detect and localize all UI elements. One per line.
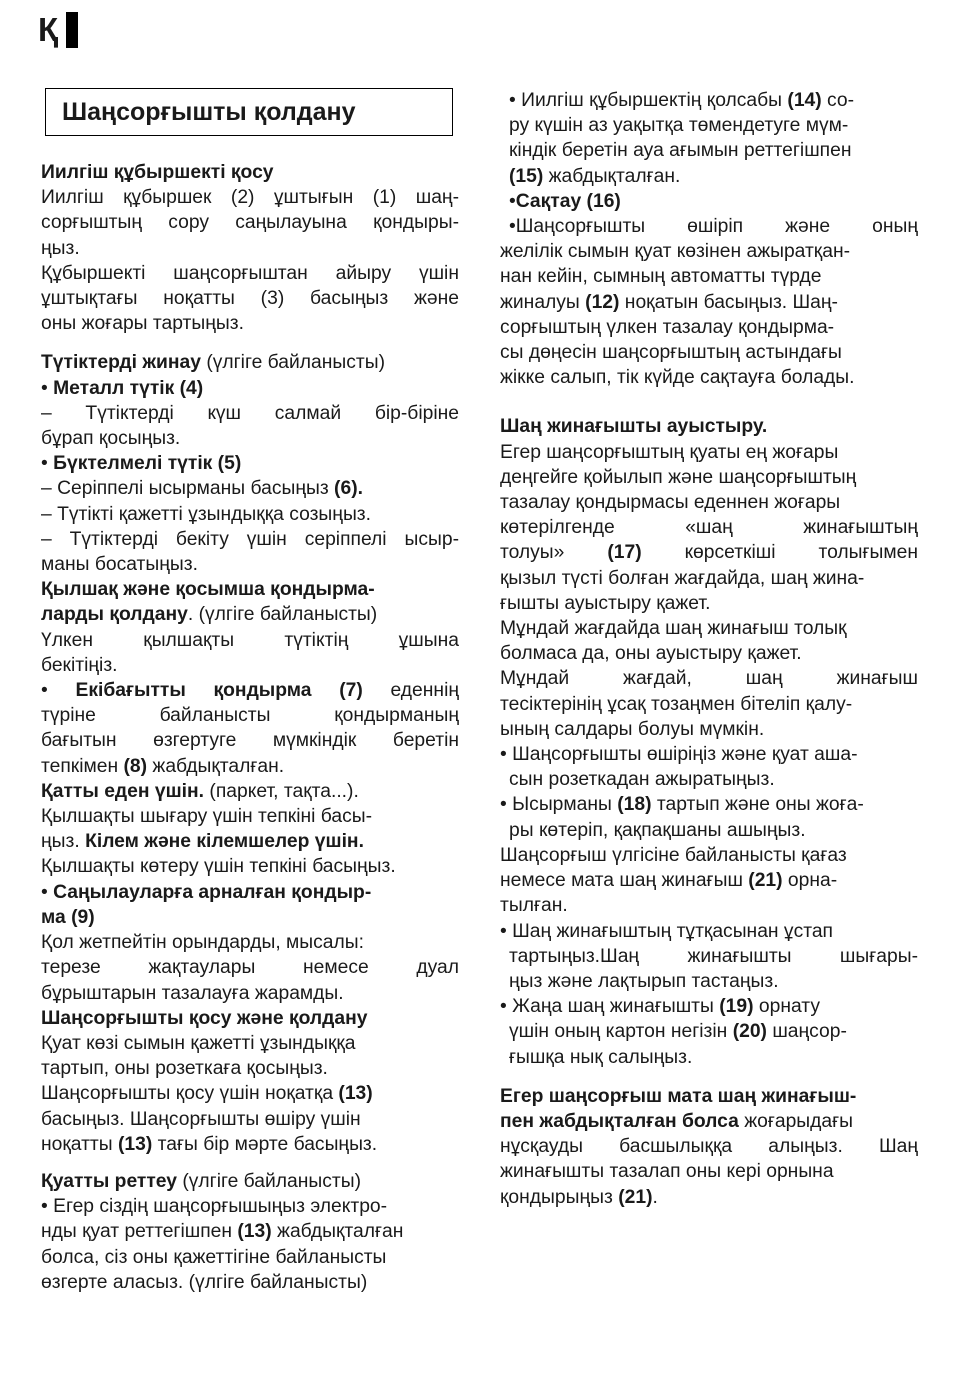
bold-run: (17) xyxy=(607,542,642,564)
bold-run: Шаң жинағышты ауыстыру. xyxy=(500,416,768,438)
right-column xyxy=(500,88,918,1210)
text-run: Қылшақты көтеру үшін тепкіні басыңыз. xyxy=(41,856,396,878)
text-run: сын розеткадан ажыратыңыз. xyxy=(509,769,775,791)
text-run: со- xyxy=(821,90,855,111)
bold-run: (14) xyxy=(787,90,822,111)
text-run: (паркет, тақта...). xyxy=(204,780,359,802)
text-line xyxy=(500,540,918,565)
bold-run: (21) xyxy=(748,870,783,892)
text-run: бұрыштарын тазалауға жарамды. xyxy=(41,982,344,1004)
text-run: маны босатыңыз. xyxy=(41,554,198,576)
bold-run: ма (9) xyxy=(41,906,95,928)
text-line xyxy=(41,476,459,501)
text-line xyxy=(41,1169,459,1194)
text-line xyxy=(500,515,918,540)
text-line xyxy=(500,818,918,843)
text-line xyxy=(41,210,459,235)
text-run: желілік сымын қуат көзінен ажыратқан- xyxy=(500,241,851,263)
text-line xyxy=(500,1159,918,1184)
text-run: Мұндай жағдайда шаң жинағыш толық xyxy=(500,618,847,640)
text-run: тесіктерінің ұсақ тозаңмен бітеліп қалу- xyxy=(500,693,853,715)
text-line xyxy=(500,189,918,214)
text-line xyxy=(500,264,918,289)
text-run: •Шаңсорғышты өшіріп және оның xyxy=(509,216,918,238)
text-run: үшін оның картон негізін xyxy=(509,1021,733,1043)
text-run: ңыз. xyxy=(41,237,80,259)
text-line xyxy=(500,290,918,315)
text-line xyxy=(500,440,918,465)
text-run: Қылшақты шығару үшін тепкіні басы- xyxy=(41,806,373,828)
bold-run: Сақтау (16) xyxy=(515,190,621,212)
text-run: жиналуы xyxy=(500,291,586,313)
text-line xyxy=(41,1194,459,1219)
text-line xyxy=(41,930,459,955)
bold-run: (12) xyxy=(585,291,620,313)
text-line xyxy=(41,527,459,552)
bold-run: (6). xyxy=(334,478,363,500)
text-line xyxy=(500,490,918,515)
text-run: сорғыштың сору саңылауына қондыры- xyxy=(41,212,459,234)
bold-run: (8) xyxy=(123,755,148,777)
text-run: ңыз. xyxy=(41,831,86,853)
text-run: оны жоғары тартыңыз. xyxy=(41,313,244,335)
text-run: бұрап қосыңыз. xyxy=(41,428,181,450)
bold-run: Екібағытты қондырма (7) xyxy=(75,680,363,702)
text-line xyxy=(500,138,918,163)
text-line xyxy=(41,804,459,829)
text-run: Қол жетпейтін орындарды, мысалы: xyxy=(41,932,364,954)
text-line xyxy=(41,185,459,210)
text-run: жабдықталған. xyxy=(543,165,681,187)
text-run: көтерілгенде «шаң жинағыштың xyxy=(500,517,918,539)
text-run: жинағышты тазалап оны кері орнына xyxy=(500,1161,834,1183)
spacer xyxy=(41,1157,459,1169)
bold-run: Түтіктерді жинау xyxy=(41,352,201,374)
text-line xyxy=(41,1107,459,1132)
text-line xyxy=(500,717,918,742)
bold-run: (21) xyxy=(618,1186,653,1208)
text-run: сорғыштың үлкен тазалау қондырма- xyxy=(500,316,835,338)
bold-run: (13) xyxy=(117,1133,153,1155)
text-line xyxy=(500,969,918,994)
text-run: . xyxy=(652,1186,658,1208)
text-line xyxy=(500,1185,918,1210)
text-line xyxy=(500,1084,918,1109)
text-line xyxy=(500,868,918,893)
text-run: ғышқа нық салыңыз. xyxy=(509,1046,693,1068)
text-run: • xyxy=(41,377,54,399)
text-line xyxy=(500,1109,918,1134)
text-line xyxy=(41,905,459,930)
text-run: жікке салып, тік күйде сақтауға болады. xyxy=(500,367,855,389)
text-line xyxy=(41,678,459,703)
text-run: еденнің xyxy=(362,680,459,702)
text-run: • xyxy=(509,190,516,212)
text-run: нды қуат реттегішпен xyxy=(41,1221,238,1243)
text-line xyxy=(41,502,459,527)
text-run: • xyxy=(41,680,76,702)
text-line xyxy=(500,767,918,792)
text-line xyxy=(41,426,459,451)
text-line xyxy=(41,602,459,627)
text-line xyxy=(41,728,459,753)
left-column xyxy=(41,88,459,1295)
text-line xyxy=(500,465,918,490)
text-run: болмаса да, оны ауыстыру қажет. xyxy=(500,643,802,665)
text-run: тартып және оны жоға- xyxy=(651,794,864,816)
bold-run: (20) xyxy=(732,1021,767,1043)
bold-run: Шаңсорғышты қосу және қолдану xyxy=(41,1007,368,1029)
section-title: Шаңсорғышты қолдану xyxy=(62,97,356,126)
text-run: Егер шаңсорғыштың қуаты ең жоғары xyxy=(500,441,839,463)
bold-run: Бүктелмелі түтік (5) xyxy=(53,453,242,475)
text-run: – Түтіктерді бекіту үшін серіппелі ысыр- xyxy=(41,528,459,550)
text-line xyxy=(500,113,918,138)
bold-run: (13) xyxy=(338,1083,373,1105)
text-run: тартып, оны розеткаға қосыңыз. xyxy=(41,1058,328,1080)
text-line xyxy=(41,1006,459,1031)
text-run: түріне байланысты қондырманың xyxy=(41,705,459,727)
section-title-box xyxy=(45,88,453,136)
text-run: шаңсор- xyxy=(766,1021,847,1043)
text-line xyxy=(41,955,459,980)
text-line xyxy=(41,880,459,905)
text-line xyxy=(41,261,459,286)
text-line xyxy=(41,451,459,476)
text-line xyxy=(500,1045,918,1070)
text-run: жоғарыдағы xyxy=(738,1110,854,1132)
text-run: ңыз және лақтырып тастаңыз. xyxy=(509,970,779,992)
text-line xyxy=(41,236,459,261)
bold-run: ларды қолдану xyxy=(41,604,188,626)
text-run: • Егер сіздің шаңсорғышыңыз электро- xyxy=(41,1196,388,1218)
text-run: немесе мата шаң жинағыш xyxy=(500,870,749,892)
text-run: • xyxy=(41,881,54,903)
text-line xyxy=(500,994,918,1019)
right-text xyxy=(500,88,918,1210)
text-run: – Түтіктерді күш салмай бір-біріне xyxy=(41,402,459,424)
text-run: Шаңсорғышты қосу үшін ноқатқа xyxy=(41,1083,339,1105)
text-run: көрсеткіші толығымен xyxy=(641,542,918,564)
text-run: толуы» xyxy=(500,542,608,564)
text-line xyxy=(500,214,918,239)
bold-run: Металл түтік (4) xyxy=(53,377,204,399)
text-run: ғышты ауыстыру қажет. xyxy=(500,592,711,614)
text-line xyxy=(500,414,918,439)
text-run: – Түтікті қажетті ұзындыққа созыңыз. xyxy=(41,503,371,525)
text-run: Мұндай жағдай, шаң жинағыш xyxy=(500,668,918,690)
text-run: өзгерте аласыз. (үлгіге байланысты) xyxy=(41,1271,368,1293)
text-line xyxy=(500,944,918,969)
text-line xyxy=(500,365,918,390)
text-line xyxy=(41,1056,459,1081)
text-line xyxy=(500,792,918,817)
text-line xyxy=(41,350,459,375)
text-run: Иилгіш құбыршек (2) ұштығын (1) шаң- xyxy=(41,187,459,209)
text-line xyxy=(500,666,918,691)
text-line xyxy=(41,754,459,779)
text-line xyxy=(41,829,459,854)
bold-run: Саңылауларға арналған қондыр- xyxy=(53,881,372,903)
spacer xyxy=(41,136,459,160)
text-run: Үлкен қылшақты түтіктің ұшына xyxy=(41,629,459,651)
bold-run: Қатты еден үшін. xyxy=(41,780,205,802)
text-line xyxy=(500,88,918,113)
text-line xyxy=(41,1031,459,1056)
text-run: деңгейге қойылып және шаңсорғыштың xyxy=(500,466,857,488)
text-line xyxy=(41,703,459,728)
text-run: ру күшін аз уақытқа төмендетуге мүм- xyxy=(509,115,849,137)
text-run: • Ысырманы xyxy=(500,794,618,816)
text-line xyxy=(500,843,918,868)
text-run: • xyxy=(41,453,54,475)
text-line xyxy=(41,1270,459,1295)
text-line xyxy=(41,981,459,1006)
text-run: сы дөңесін шаңсорғыштың астындағы xyxy=(500,342,842,364)
text-line xyxy=(41,376,459,401)
text-line xyxy=(500,340,918,365)
bold-run: Егер шаңсорғыш мата шаң жинағыш- xyxy=(500,1085,857,1107)
text-run: тартыңыз.Шаң жинағышты шығары- xyxy=(509,945,918,967)
text-line xyxy=(500,641,918,666)
text-run: Құбыршекті шаңсорғыштан айыру үшін xyxy=(41,262,459,284)
language-bar xyxy=(66,12,78,48)
text-run: (үлгіге байланысты) xyxy=(177,1170,361,1192)
text-run: кіндік беретін ауа ағымын реттегішпен xyxy=(509,140,852,162)
text-run: – Серіппелі ысырманы басыңыз xyxy=(41,478,335,500)
text-run: ры көтеріп, қақпақшаны ашыңыз. xyxy=(509,819,806,841)
left-text xyxy=(41,136,459,1295)
text-run: басыңыз. Шаңсорғышты өшіру үшін xyxy=(41,1108,361,1130)
text-run: • Шаңсорғышты өшіріңіз және қуат аша- xyxy=(500,744,858,766)
text-line xyxy=(41,653,459,678)
text-run: • Шаң жинағыштың тұтқасынан ұстап xyxy=(500,920,833,942)
text-run: ының салдары болуы мүмкін. xyxy=(500,718,765,740)
text-line xyxy=(500,1019,918,1044)
text-run: орнату xyxy=(753,996,820,1018)
bold-run: Қуатты реттеу xyxy=(41,1170,177,1192)
text-line xyxy=(500,164,918,189)
text-line xyxy=(500,591,918,616)
language-marker: Қ xyxy=(38,11,59,48)
bold-run: (15) xyxy=(509,165,544,187)
text-run: қондырыңыз xyxy=(500,1186,619,1208)
bold-run: (19) xyxy=(719,996,754,1018)
text-line xyxy=(41,160,459,185)
text-run: терезе жақтаулары немесе дуал xyxy=(41,957,459,979)
text-line xyxy=(41,1081,459,1106)
text-run: . (үлгіге байланысты) xyxy=(187,604,378,626)
text-line xyxy=(500,1134,918,1159)
text-line xyxy=(500,893,918,918)
text-run: жабдықталған. xyxy=(147,755,285,777)
text-line xyxy=(500,692,918,717)
text-run: нан кейін, сымның автоматты түрде xyxy=(500,266,822,288)
text-line xyxy=(500,566,918,591)
text-run: • Иилгіш құбыршектің қолсабы xyxy=(509,90,788,111)
text-line xyxy=(500,616,918,641)
bold-run: Иилгіш құбыршекті қосу xyxy=(41,162,274,183)
bold-run: (13) xyxy=(237,1221,272,1243)
bold-run: (18) xyxy=(617,794,652,816)
text-run: қызыл түсті болған жағдайда, шаң жина- xyxy=(500,567,865,589)
text-run: ұштықтағы ноқатты (3) басыңыз және xyxy=(41,288,459,310)
text-line xyxy=(41,854,459,879)
text-line xyxy=(500,239,918,264)
text-line xyxy=(41,401,459,426)
text-line xyxy=(500,742,918,767)
text-run: ноқатты xyxy=(41,1133,118,1155)
text-run: жабдықталған xyxy=(271,1221,404,1243)
text-line xyxy=(500,315,918,340)
text-run: тағы бір мәрте басыңыз. xyxy=(152,1133,378,1155)
spacer xyxy=(500,1070,918,1084)
bold-run: Кілем және кілемшелер үшін. xyxy=(85,831,364,853)
text-run: орна- xyxy=(782,870,838,892)
text-run: Қуат көзі сымын қажетті ұзындыққа xyxy=(41,1032,356,1054)
text-run: нұсқауды басшылыққа алыңыз. Шаң xyxy=(500,1136,918,1158)
text-line xyxy=(41,1132,459,1157)
text-line xyxy=(41,577,459,602)
text-run: болса, сіз оны қажеттігіне байланысты xyxy=(41,1246,387,1268)
text-line xyxy=(41,1219,459,1244)
text-line xyxy=(41,779,459,804)
text-run: тазалау қондырмасы еденнен жоғары xyxy=(500,492,841,514)
text-run: (үлгіге байланысты) xyxy=(200,352,385,374)
text-line xyxy=(41,628,459,653)
text-run: • Жаңа шаң жинағышты xyxy=(500,996,720,1018)
text-run: Шаңсорғыш үлгісіне байланысты қағаз xyxy=(500,844,847,866)
text-line xyxy=(41,1245,459,1270)
spacer xyxy=(41,336,459,350)
text-run: ноқатын басыңыз. Шаң- xyxy=(619,291,838,313)
text-run: бекітіңіз. xyxy=(41,654,118,676)
spacer xyxy=(500,390,918,414)
text-run: тылған. xyxy=(500,895,568,917)
text-run: тепкімен xyxy=(41,755,124,777)
text-run: бағытын өзгертуге мүмкіндік беретін xyxy=(41,730,459,752)
bold-run: пен жабдықталған болса xyxy=(500,1110,739,1132)
text-line xyxy=(41,552,459,577)
text-line xyxy=(41,286,459,311)
text-line xyxy=(500,919,918,944)
text-line xyxy=(41,311,459,336)
bold-run: Қылшақ және қосымша қондырма- xyxy=(41,579,375,601)
